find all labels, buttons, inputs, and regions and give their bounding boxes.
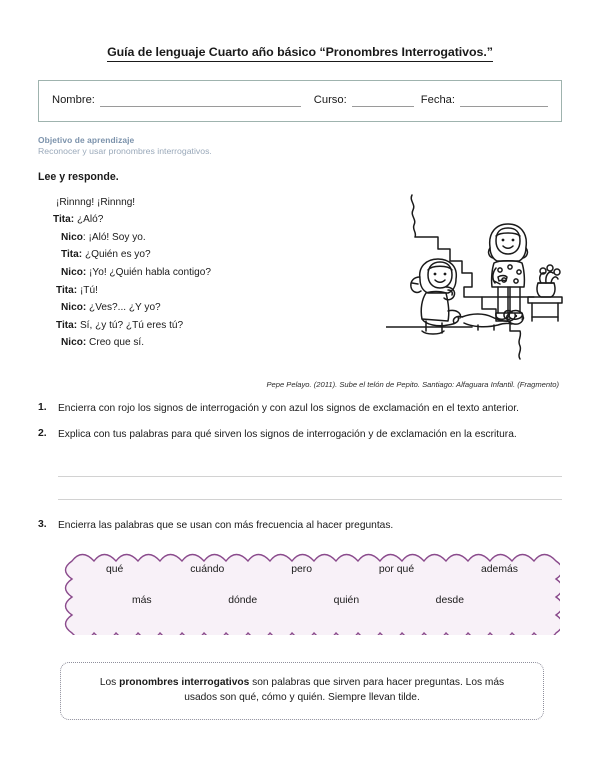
dialogue-line — [53, 299, 286, 317]
dialogue-line — [53, 246, 286, 264]
dialogue-text: Sí, ¿y tú? ¿Tú eres tú? — [79, 319, 184, 331]
dialogue-line — [53, 194, 286, 212]
name-field-group — [52, 95, 301, 106]
dialogue-block — [38, 194, 286, 352]
word-cloud-row-2 — [92, 575, 528, 606]
page-title — [38, 0, 562, 59]
dialogue-speaker: Nico — [61, 231, 83, 243]
word-option[interactable]: pero — [291, 563, 312, 575]
question-3-text: Encierra las palabras que se usan con más frecuencia al hacer preguntas. — [58, 520, 394, 532]
question-3-number: 3. — [38, 519, 47, 531]
word-option[interactable]: por qué — [378, 563, 415, 575]
date-field-group — [421, 95, 548, 106]
word-cloud-section — [38, 547, 562, 635]
objective-heading: Objetivo de aprendizaje — [38, 135, 135, 145]
dialogue-text: ¿Ves?... ¿Y yo? — [89, 302, 161, 314]
dialogue-speaker: Tita: — [56, 319, 78, 331]
word-option[interactable]: desde — [435, 594, 464, 606]
word-cloud-words — [58, 547, 562, 606]
word-option[interactable]: qué — [106, 563, 124, 575]
definition-text-before: Los — [99, 676, 120, 688]
dialogue-text: ¡Tú! — [79, 284, 98, 296]
dialogue-text: ¡Yo! ¿Quién habla contigo? — [89, 266, 212, 278]
dialogue-text: ¿Aló? — [76, 214, 104, 226]
student-identity-box — [38, 80, 562, 122]
word-option[interactable]: además — [480, 563, 518, 575]
question-2-text: Explica con tus palabras para qué sirven los signos de interrogación y de exclamación en la escritura. — [58, 429, 517, 441]
dialogue-speaker: Tita: — [61, 249, 83, 261]
date-input[interactable] — [460, 96, 548, 107]
dialogue-speaker: Nico: — [61, 266, 87, 278]
read-and-answer-heading: Lee y responde. — [38, 170, 119, 183]
learning-objective — [38, 135, 562, 158]
dialogue-speaker: Tita: — [56, 284, 78, 296]
dialogue-speaker: Tita: — [53, 214, 75, 226]
word-option[interactable]: dónde — [228, 594, 258, 606]
course-field-group — [314, 95, 414, 106]
dialogue-line — [53, 211, 286, 229]
reading-section — [38, 194, 562, 374]
illustration-children-on-phone — [386, 191, 566, 371]
question-1-number: 1. — [38, 401, 47, 413]
word-cloud-row-1 — [92, 564, 528, 575]
objective-text: Reconocer y usar pronombres interrogativos. — [38, 146, 212, 157]
dialogue-text: : ¡Aló! Soy yo. — [82, 231, 146, 243]
question-2-number: 2. — [38, 428, 47, 440]
course-input[interactable] — [352, 96, 414, 107]
answer-line[interactable] — [58, 477, 562, 500]
word-option[interactable]: cuándo — [190, 563, 225, 575]
word-option[interactable]: más — [132, 594, 152, 606]
answer-line[interactable] — [58, 454, 562, 477]
name-label: Nombre: — [52, 94, 95, 107]
dialogue-line — [53, 264, 286, 282]
dialogue-text: Creo que sí. — [89, 337, 145, 349]
dialogue-line — [53, 229, 286, 247]
dialogue-line — [53, 334, 286, 352]
question-1 — [38, 402, 562, 416]
word-option[interactable]: quién — [333, 594, 360, 606]
definition-bold-term: pronombres interrogativos — [119, 676, 250, 688]
definition-text-after: son palabras que sirven para hacer preguntas. Los más usados son qué, cómo y quién. Siempre llevan tilde. — [184, 676, 505, 703]
definition-box — [60, 662, 544, 721]
name-input[interactable] — [100, 96, 301, 107]
dialogue-text: ¿Quién es yo? — [84, 249, 151, 261]
course-label: Curso: — [313, 94, 347, 107]
question-3 — [38, 519, 562, 533]
dialogue-speaker: Nico: — [61, 302, 87, 314]
dialogue-line — [53, 282, 286, 300]
question-2-answer-area — [38, 454, 562, 500]
dialogue-line — [53, 317, 286, 335]
dialogue-speaker: Nico: — [61, 337, 87, 349]
question-1-text: Encierra con rojo los signos de interrogación y con azul los signos de exclamación en el texto anterior. — [58, 402, 519, 414]
date-label: Fecha: — [420, 94, 455, 107]
source-citation: Pepe Pelayo. (2011). Sube el telón de Pepito. Santiago: Alfaguara Infantil. (Fragmento) — [266, 379, 559, 389]
question-2 — [38, 428, 562, 442]
dialogue-text: ¡Rinnng! ¡Rinnng! — [56, 196, 136, 208]
page-title-text: Guía de lenguaje Cuarto año básico “Pronombres Interrogativos.” — [107, 45, 493, 62]
